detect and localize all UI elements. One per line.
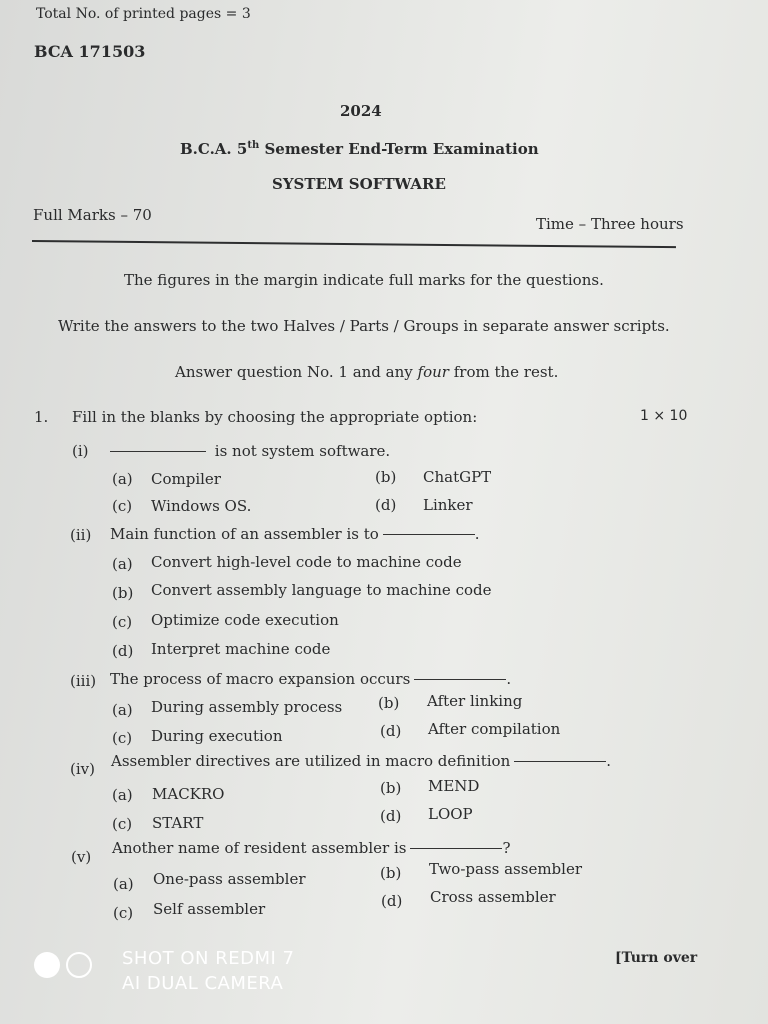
option-text: Self assembler xyxy=(153,900,266,918)
option-text: LOOP xyxy=(428,805,473,823)
option-label: (d) xyxy=(380,807,402,825)
option-label: (a) xyxy=(112,701,133,719)
option-text: After linking xyxy=(427,692,523,710)
sub-question-number: (iii) xyxy=(70,672,97,690)
answer-blank xyxy=(414,679,506,680)
option-text: Linker xyxy=(423,496,473,514)
exam-title: B.C.A. 5th Semester End-Term Examination xyxy=(180,140,539,158)
full-marks: Full Marks – 70 xyxy=(33,206,152,224)
sub-question-number: (iv) xyxy=(70,760,95,778)
option-label: (d) xyxy=(112,642,134,660)
option-label: (c) xyxy=(113,904,134,922)
camera-watermark-logo xyxy=(34,952,98,978)
option-label: (b) xyxy=(112,584,134,602)
option-label: (b) xyxy=(375,468,397,486)
option-label: (a) xyxy=(112,555,133,573)
turn-over-note: [Turn over xyxy=(615,950,698,966)
option-text: START xyxy=(152,814,204,832)
option-text: Cross assembler xyxy=(430,888,556,906)
option-text: One-pass assembler xyxy=(153,870,306,888)
option-label: (a) xyxy=(112,470,133,488)
question-text: Fill in the blanks by choosing the appropriate option: xyxy=(72,408,478,426)
instruction-separate-scripts: Write the answers to the two Halves / Parts / Groups in separate answer scripts. xyxy=(58,317,670,335)
sub-question-text: Assembler directives are utilized in macro definition . xyxy=(111,752,612,770)
answer-blank xyxy=(383,534,475,535)
option-label: (d) xyxy=(381,892,403,910)
option-text: Two-pass assembler xyxy=(429,860,583,878)
option-text: After compilation xyxy=(428,720,561,738)
filled-circle-icon xyxy=(34,952,60,978)
header-divider xyxy=(32,240,676,248)
time-allowed: Time – Three hours xyxy=(536,215,684,233)
option-label: (b) xyxy=(378,694,400,712)
sub-question-text: is not system software. xyxy=(110,442,390,460)
sub-question-text: Main function of an assembler is to . xyxy=(110,525,480,543)
option-label: (c) xyxy=(112,815,133,833)
option-text: MACKRO xyxy=(152,785,225,803)
hollow-circle-icon xyxy=(66,952,92,978)
option-text: Convert assembly language to machine code xyxy=(151,581,492,599)
exam-year: 2024 xyxy=(340,102,382,120)
option-text: Convert high-level code to machine code xyxy=(151,553,462,571)
subject-title: SYSTEM SOFTWARE xyxy=(272,175,446,193)
sub-question-number: (i) xyxy=(72,442,89,460)
option-label: (b) xyxy=(380,864,402,882)
watermark-line-2: AI DUAL CAMERA xyxy=(122,973,284,994)
answer-blank xyxy=(410,848,502,849)
answer-blank xyxy=(110,451,206,452)
answer-blank xyxy=(514,761,606,762)
option-label: (a) xyxy=(113,875,134,893)
option-label: (c) xyxy=(112,497,133,515)
option-text: Interpret machine code xyxy=(151,640,331,658)
option-label: (d) xyxy=(375,496,397,514)
instruction-answer-choice: Answer question No. 1 and any four from the rest. xyxy=(175,363,559,381)
option-text: MEND xyxy=(428,777,480,795)
watermark-line-1: SHOT ON REDMI 7 xyxy=(122,948,295,969)
sub-question-number: (ii) xyxy=(70,526,92,544)
option-label: (b) xyxy=(380,779,402,797)
option-text: Optimize code execution xyxy=(151,611,339,629)
printed-pages-note: Total No. of printed pages = 3 xyxy=(36,6,251,22)
sub-question-text: Another name of resident assembler is ? xyxy=(112,839,511,857)
paper-code: BCA 171503 xyxy=(34,42,146,61)
option-text: Compiler xyxy=(151,470,221,488)
question-marks: 1 × 10 xyxy=(640,408,688,424)
instruction-margin-marks: The figures in the margin indicate full marks for the questions. xyxy=(124,271,604,289)
option-text: Windows OS. xyxy=(151,497,252,515)
option-text: During execution xyxy=(151,727,283,745)
option-text: ChatGPT xyxy=(423,468,492,486)
option-label: (a) xyxy=(112,786,133,804)
option-label: (c) xyxy=(112,729,133,747)
option-text: During assembly process xyxy=(151,698,343,716)
question-number: 1. xyxy=(34,408,49,426)
option-label: (c) xyxy=(112,613,133,631)
sub-question-text: The process of macro expansion occurs . xyxy=(110,670,512,688)
option-label: (d) xyxy=(380,722,402,740)
sub-question-number: (v) xyxy=(71,848,92,866)
